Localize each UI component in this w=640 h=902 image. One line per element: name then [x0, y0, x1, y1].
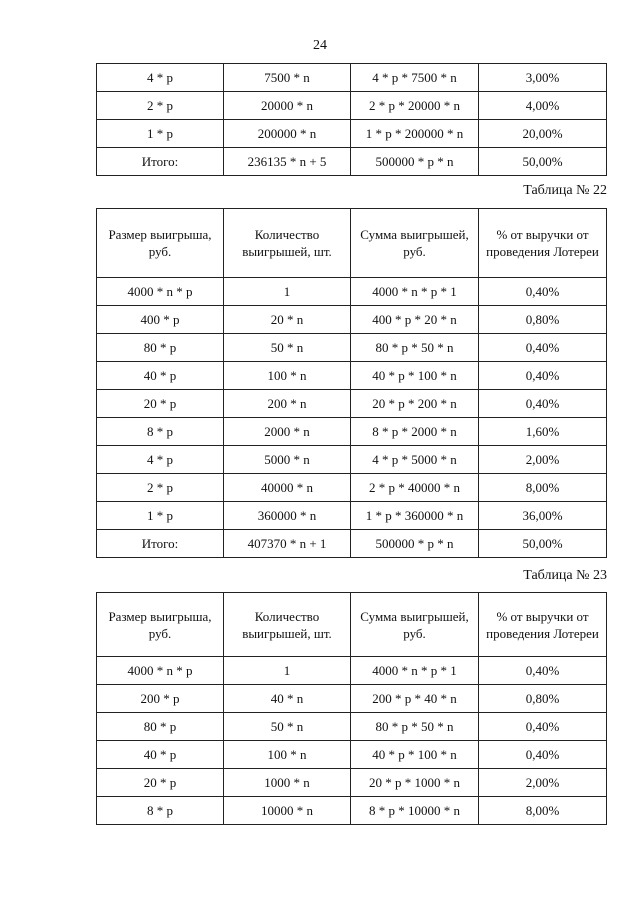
table-row [97, 64, 607, 92]
cell-revenue-percent: 0,40% [479, 278, 607, 306]
cell-prize-size: 20 * p [97, 769, 224, 797]
header-prize-count: Количество выигрышей, шт. [224, 593, 351, 657]
cell-prize-sum: 80 * p * 50 * n [351, 713, 479, 741]
cell-revenue-percent: 0,40% [479, 334, 607, 362]
table-row [97, 502, 607, 530]
table-row [97, 685, 607, 713]
cell-revenue-percent: 0,40% [479, 362, 607, 390]
cell-prize-size: 4000 * n * p [97, 657, 224, 685]
table-row [97, 92, 607, 120]
cell-revenue-percent: 0,40% [479, 713, 607, 741]
cell-prize-size: 20 * p [97, 390, 224, 418]
cell-prize-sum: 2 * p * 20000 * n [351, 92, 479, 120]
cell-prize-count: 20 * n [224, 306, 351, 334]
cell-prize-size: Итого: [97, 530, 224, 558]
cell-prize-sum: 400 * p * 20 * n [351, 306, 479, 334]
cell-prize-count: 2000 * n [224, 418, 351, 446]
table-row [97, 418, 607, 446]
cell-prize-size: 4000 * n * p [97, 278, 224, 306]
cell-revenue-percent: 8,00% [479, 797, 607, 825]
cell-prize-sum: 4000 * n * p * 1 [351, 657, 479, 685]
header-prize-size: Размер выигрыша, руб. [97, 209, 224, 278]
cell-revenue-percent: 0,80% [479, 306, 607, 334]
cell-prize-count: 5000 * n [224, 446, 351, 474]
cell-prize-count: 10000 * n [224, 797, 351, 825]
cell-prize-count: 40 * n [224, 685, 351, 713]
cell-prize-size: 4 * p [97, 446, 224, 474]
cell-prize-sum: 20 * p * 1000 * n [351, 769, 479, 797]
cell-prize-size: 400 * p [97, 306, 224, 334]
cell-prize-sum: 1 * p * 360000 * n [351, 502, 479, 530]
cell-prize-size: Итого: [97, 148, 224, 176]
cell-prize-sum: 8 * p * 10000 * n [351, 797, 479, 825]
cell-prize-size: 40 * p [97, 741, 224, 769]
cell-prize-count: 407370 * n + 1 [224, 530, 351, 558]
prize-table-22 [96, 208, 607, 558]
cell-prize-count: 200000 * n [224, 120, 351, 148]
cell-prize-sum: 40 * p * 100 * n [351, 362, 479, 390]
cell-prize-size: 2 * p [97, 474, 224, 502]
table-row [97, 362, 607, 390]
cell-prize-size: 4 * p [97, 64, 224, 92]
cell-revenue-percent: 50,00% [479, 530, 607, 558]
cell-prize-sum: 4000 * n * p * 1 [351, 278, 479, 306]
table-row [97, 278, 607, 306]
cell-revenue-percent: 50,00% [479, 148, 607, 176]
table-caption-22: Таблица № 22 [523, 183, 607, 198]
table-caption-23: Таблица № 23 [523, 568, 607, 583]
cell-prize-count: 50 * n [224, 334, 351, 362]
cell-prize-count: 1 [224, 657, 351, 685]
cell-prize-sum: 20 * p * 200 * n [351, 390, 479, 418]
cell-prize-size: 8 * p [97, 797, 224, 825]
header-prize-size: Размер выигрыша, руб. [97, 593, 224, 657]
cell-revenue-percent: 0,40% [479, 657, 607, 685]
page-number: 24 [313, 38, 327, 53]
table-row [97, 306, 607, 334]
cell-prize-sum: 2 * p * 40000 * n [351, 474, 479, 502]
header-revenue-percent: % от выручки от проведения Лотереи [479, 209, 607, 278]
cell-prize-sum: 40 * p * 100 * n [351, 741, 479, 769]
cell-revenue-percent: 0,80% [479, 685, 607, 713]
cell-prize-count: 100 * n [224, 741, 351, 769]
header-prize-sum: Сумма выигрышей, руб. [351, 209, 479, 278]
cell-prize-size: 80 * p [97, 713, 224, 741]
table-row [97, 769, 607, 797]
cell-revenue-percent: 1,60% [479, 418, 607, 446]
header-prize-sum: Сумма выигрышей, руб. [351, 593, 479, 657]
cell-prize-size: 1 * p [97, 502, 224, 530]
cell-prize-sum: 200 * p * 40 * n [351, 685, 479, 713]
table-header-row [97, 209, 607, 278]
cell-prize-size: 2 * p [97, 92, 224, 120]
cell-prize-size: 200 * p [97, 685, 224, 713]
cell-revenue-percent: 3,00% [479, 64, 607, 92]
cell-revenue-percent: 0,40% [479, 390, 607, 418]
cell-prize-count: 20000 * n [224, 92, 351, 120]
table-row [97, 474, 607, 502]
cell-prize-count: 40000 * n [224, 474, 351, 502]
cell-prize-count: 236135 * n + 5 [224, 148, 351, 176]
prize-table-23 [96, 592, 607, 825]
table-row [97, 446, 607, 474]
table-row [97, 390, 607, 418]
cell-revenue-percent: 2,00% [479, 446, 607, 474]
cell-revenue-percent: 4,00% [479, 92, 607, 120]
cell-prize-sum: 4 * p * 7500 * n [351, 64, 479, 92]
table-row [97, 148, 607, 176]
table-row [97, 334, 607, 362]
cell-prize-count: 50 * n [224, 713, 351, 741]
cell-prize-sum: 8 * p * 2000 * n [351, 418, 479, 446]
table-row [97, 797, 607, 825]
cell-revenue-percent: 8,00% [479, 474, 607, 502]
cell-prize-sum: 500000 * p * n [351, 148, 479, 176]
cell-revenue-percent: 2,00% [479, 769, 607, 797]
cell-prize-size: 1 * p [97, 120, 224, 148]
header-prize-count: Количество выигрышей, шт. [224, 209, 351, 278]
table-row [97, 657, 607, 685]
cell-revenue-percent: 0,40% [479, 741, 607, 769]
cell-prize-sum: 1 * p * 200000 * n [351, 120, 479, 148]
cell-prize-sum: 80 * p * 50 * n [351, 334, 479, 362]
cell-revenue-percent: 36,00% [479, 502, 607, 530]
table-row [97, 713, 607, 741]
prize-table-continued [96, 63, 607, 176]
cell-prize-count: 100 * n [224, 362, 351, 390]
table-row [97, 530, 607, 558]
table-header-row [97, 593, 607, 657]
cell-prize-size: 80 * p [97, 334, 224, 362]
cell-prize-count: 1000 * n [224, 769, 351, 797]
cell-prize-count: 1 [224, 278, 351, 306]
cell-prize-sum: 4 * p * 5000 * n [351, 446, 479, 474]
cell-prize-size: 40 * p [97, 362, 224, 390]
cell-prize-count: 360000 * n [224, 502, 351, 530]
cell-revenue-percent: 20,00% [479, 120, 607, 148]
header-revenue-percent: % от выручки от проведения Лотереи [479, 593, 607, 657]
cell-prize-sum: 500000 * p * n [351, 530, 479, 558]
cell-prize-count: 200 * n [224, 390, 351, 418]
table-row [97, 741, 607, 769]
cell-prize-count: 7500 * n [224, 64, 351, 92]
cell-prize-size: 8 * p [97, 418, 224, 446]
table-row [97, 120, 607, 148]
